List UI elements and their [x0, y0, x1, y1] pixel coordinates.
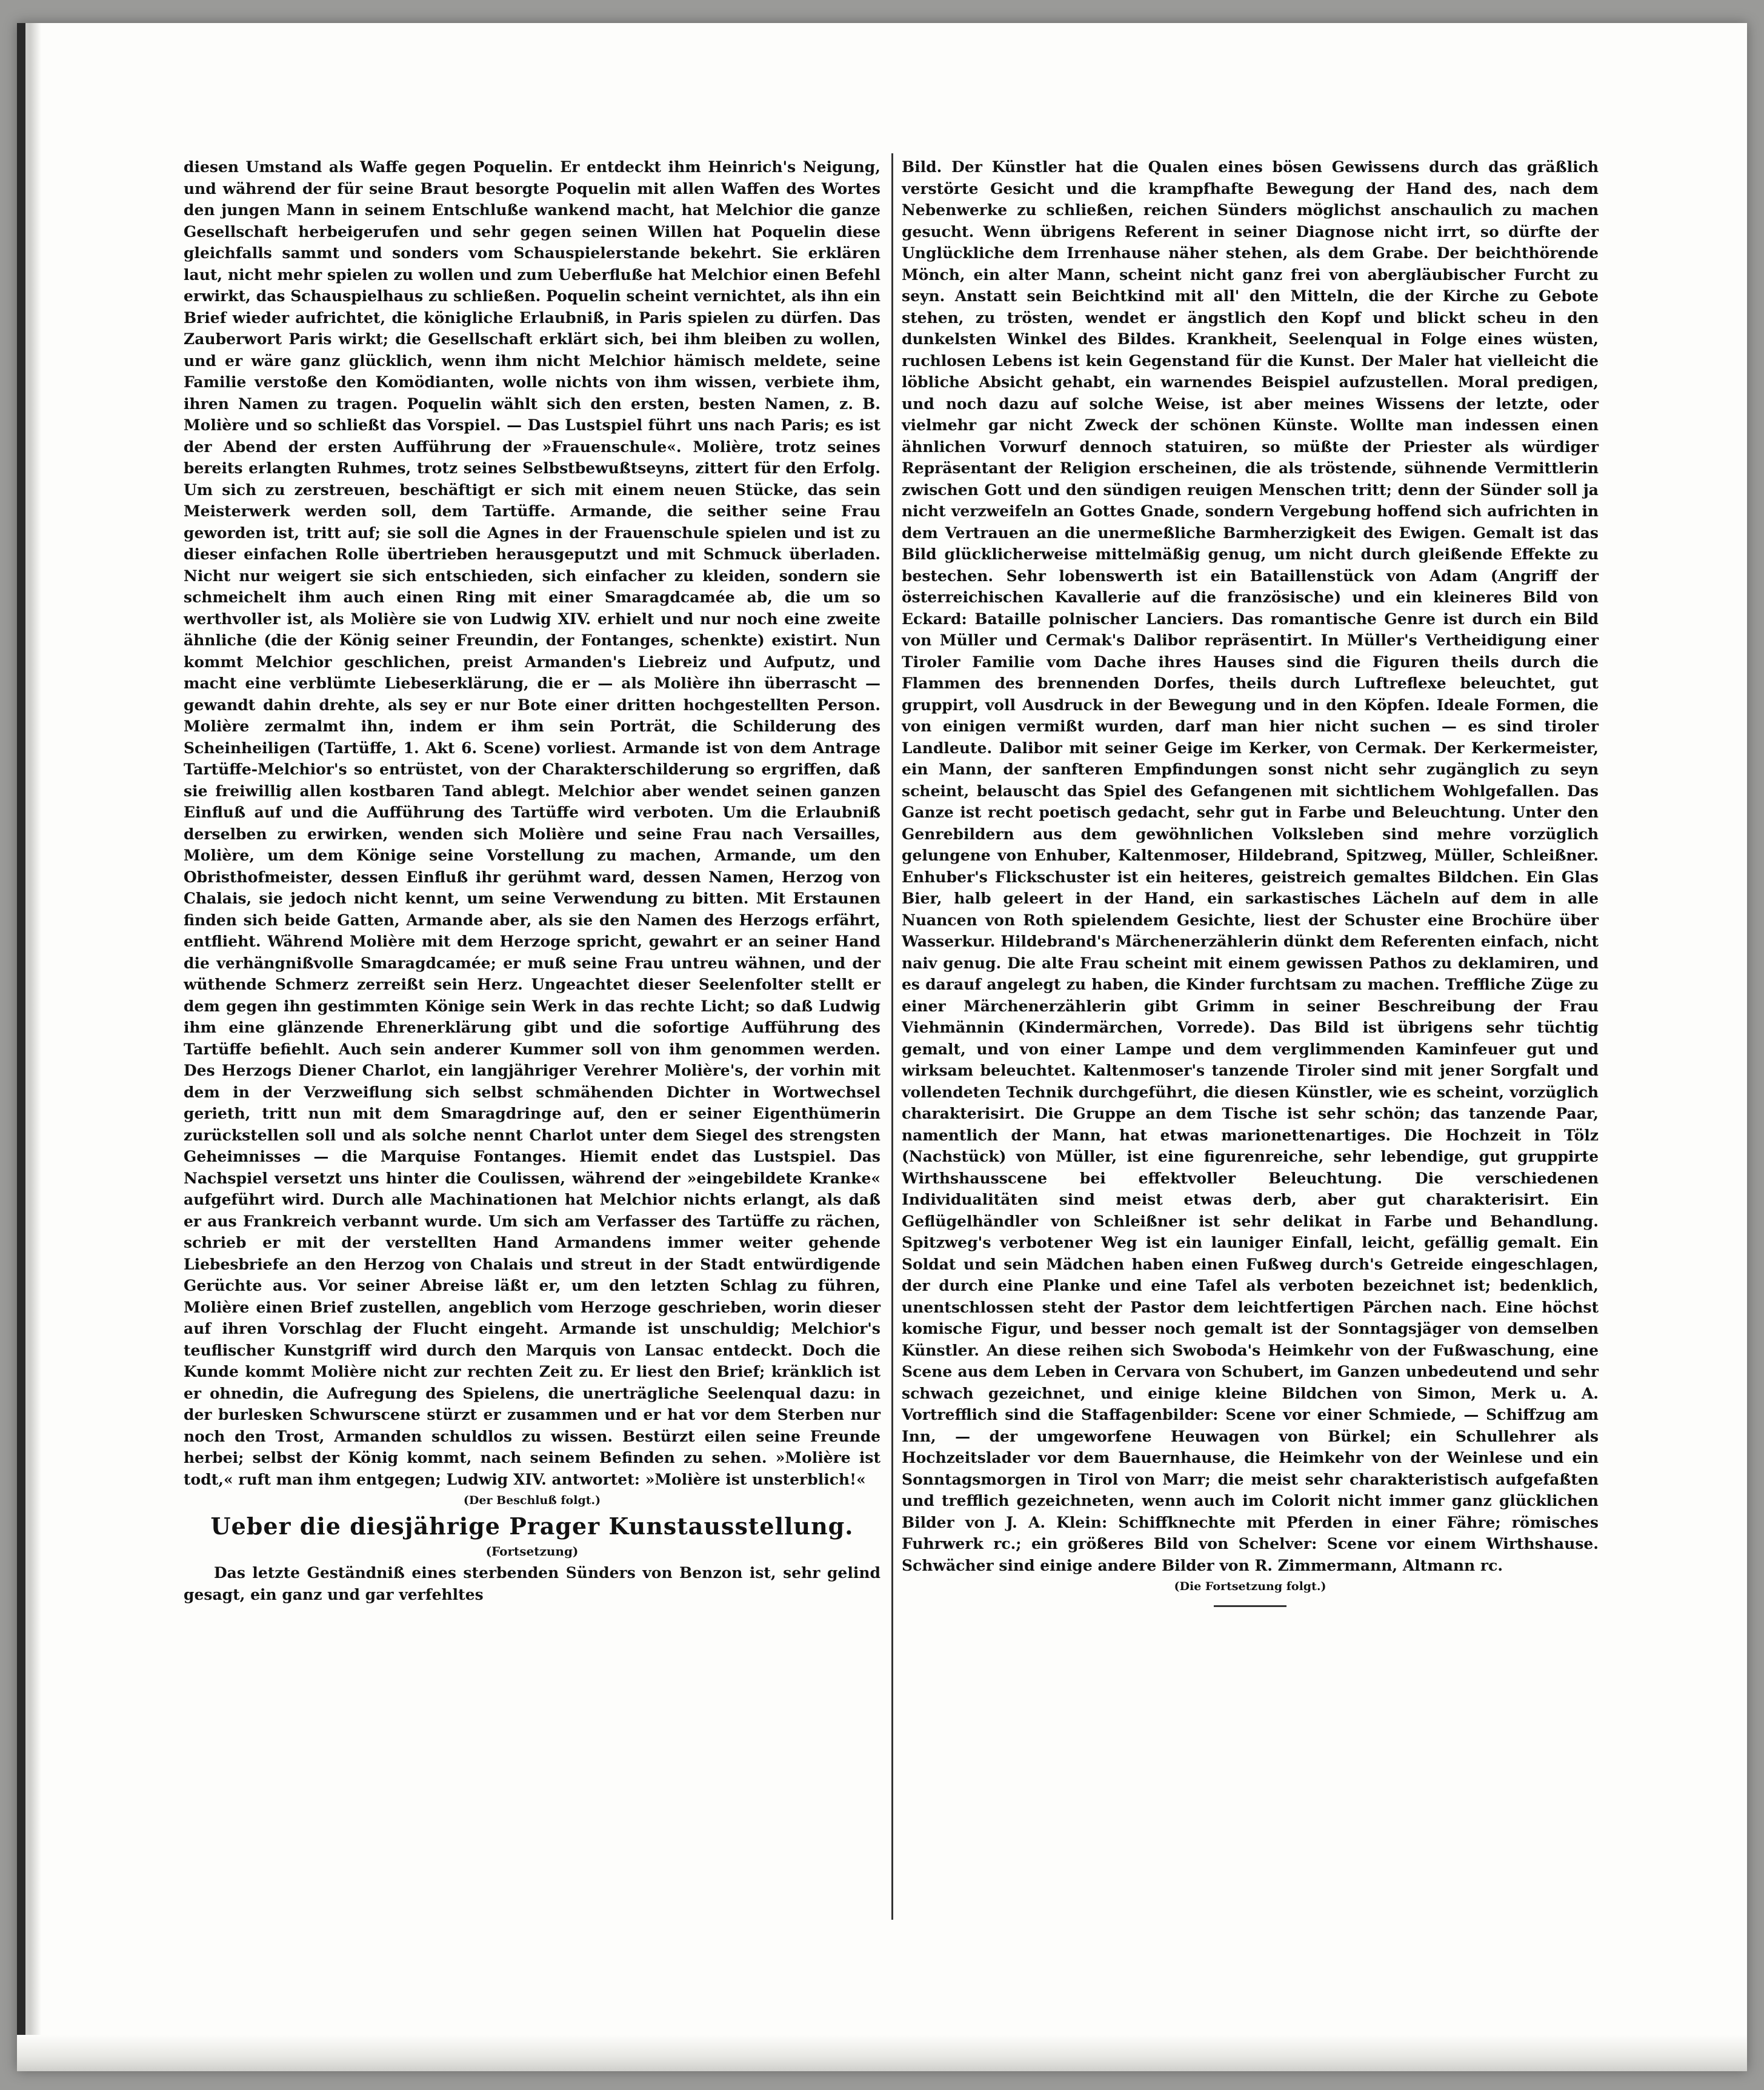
left-column-text: diesen Umstand als Waffe gegen Poquelin. Er entdeckt ihm Heinrich's Neigung, und während der für seine Braut besorgte Poquelin mit allen Waffen des Wortes den jungen Mann in seinem Entschluße wankend macht, hat Melchior die ganze Gesellschaft herbeigerufen und sehr gegen seinen Willen hat Poquelin diese gleichfalls sammt und sonders vom Schauspielerstande bekehrt. Sie erklären laut, nicht mehr spielen zu wollen und zum Ueberfluße hat Melchior einen Befehl erwirkt, das Schauspielhaus zu schließen. Poquelin scheint vernichtet, als ihn ein Brief wieder aufrichtet, die königliche Erlaubniß, in Paris spielen zu dürfen. Das Zauberwort Paris wirkt; die Gesellschaft erklärt sich, bei ihm bleiben zu wollen, und er wäre ganz glücklich, wenn ihm nicht Melchior hämisch meldete, seine Familie verstoße den Komödianten, wolle nichts von ihm wissen, verbiete ihm, ihren Namen zu tragen. Poquelin wählt sich den ersten, besten Namen, z. B. Molière und so schließt das Vorspiel. — Das Lustspiel führt uns nach Paris; es ist der Abend der ersten Aufführung der »Frauenschule«. Molière, trotz seines bereits erlangten Ruhmes, trotz seines Selbstbewußtseyns, zittert für den Erfolg. Um sich zu zerstreuen, beschäftigt er sich mit einem neuen Stücke, das sein Meisterwerk werden soll, dem Tartüffe. Armande, die seither seine Frau geworden ist, tritt auf; sie soll die Agnes in der Frauenschule spielen und ist zu dieser einfachen Rolle übertrieben herausgeputzt und mit Schmuck überladen. Nicht nur weigert sie sich entschieden, sich einfacher zu kleiden, sondern sie schmeichelt ihm auch einen Ring mit einer Smaragdcamée ab, die um so werthvoller ist, als Molière sie von Ludwig XIV. erhielt und nur noch eine zweite ähnliche (die der König seiner Freundin, der Fontanges, schenkte) existirt. Nun kommt Melchior geschlichen, preist Armanden's Liebreiz und Aufputz, und macht eine verblümte Liebeserklärung, die er — als Molière ihn überrascht — gewandt dahin drehte, als sey er nur Bote einer dritten hochgestellten Person. Molière zermalmt ihn, indem er ihm sein Porträt, die Schilderung des Scheinheiligen (Tartüffe, 1. Akt 6. Scene) vorliest. Armande ist von dem Antrage Tartüffe-Melchior's so entrüstet, von der Charakterschilderung so ergriffen, daß sie freiwillig allen kostbaren Tand ablegt. Melchior aber wendet seinen ganzen Einfluß auf und die Aufführung des Tartüffe wird verboten. Um die Erlaubniß derselben zu erwirken, wenden sich Molière und seine Frau nach Versailles, Molière, um dem Könige seine Vorstellung zu machen, Armande, um den Obristhofmeister, dessen Einfluß ihr gerühmt ward, dessen Namen, Herzog von Chalais, sie jedoch nicht kennt, um seine Verwendung zu bitten. Mit Erstaunen finden sich beide Gatten, Armande aber, als sie den Namen des Herzogs erfährt, entflieht. Während Molière mit dem Herzoge spricht, gewahrt er an seiner Hand die verhängnißvolle Smaragdcamée; er muß seine Frau untreu wähnen, und der wüthende Schmerz zerreißt sein Herz. Ungeachtet dieser Seelenfolter stellt er dem gegen ihn gestimmten Könige sein Werk in das rechte Licht; so daß Ludwig ihm eine glänzende Ehrenerklärung gibt und die sofortige Aufführung des Tartüffe befiehlt. Auch sein anderer Kummer soll von ihm genommen werden. Des Herzogs Diener Charlot, ein langjähriger Verehrer Molière's, der vorhin mit dem in der Verzweiflung sich selbst schmähenden Dichter in Wortwechsel gerieth, tritt nun mit dem Smaragdringe auf, den er seiner Eigenthümerin zurückstellen soll und als solche nennt Charlot unter dem Siegel des strengsten Geheimnisses — die Marquise Fontanges. Hiemit endet das Lustspiel. Das Nachspiel versetzt uns hinter die Coulissen, während der »eingebildete Kranke« aufgeführt wird. Durch alle Machinationen hat Melchior nichts erlangt, als daß er aus Frankreich verbannt wurde. Um sich am Verfasser des Tartüffe zu rächen, schrieb er mit der verstellten Hand Armandens immer weiter gehende Liebesbriefe an den Herzog von Chalais und streut in der Stadt entwürdigende Gerüchte aus. Vor seiner Abreise läßt er, um den letzten Schlag zu führen, Molière einen Brief zustellen, angeblich vom Herzoge geschrieben, worin dieser auf ihren Vorschlag der Flucht eingeht. Armande ist unschuldig; Melchior's teuflischer Kunstgriff wird durch den Marquis von Lansac entdeckt. Doch die Kunde kommt Molière nicht zur rechten Zeit zu. Er liest den Brief; kränklich ist er ohnedin, die Aufregung des Spielens, die unerträgliche Seelenqual dazu: in der burlesken Schwurscene stürzt er zusammen und er hat vor dem Sterben nur noch den Trost, Armanden schuldlos zu wissen. Bestürzt eilen seine Freunde herbei; selbst der König kommt, nach seinem Befinden zu sehen. »Molière ist todt,« ruft man ihm entgegen; Ludwig XIV. antwortet: »Molière ist unsterblich!«: [184, 158, 880, 1488]
left-column: [184, 156, 880, 1605]
article-subheading: (Fortsetzung): [485, 1543, 579, 1559]
article-start-text: Das letzte Geständniß eines sterbenden Sünders von Benzon ist, sehr gelind gesagt, ein ganz und gar verfehltes: [184, 1564, 880, 1603]
article-heading: Ueber die diesjährige Prager Kunstausstellung.: [210, 1512, 854, 1540]
right-column-text: Bild. Der Künstler hat die Qualen eines bösen Gewissens durch das gräßlich verstörte Gesicht und die krampfhafte Bewegung der Hand des, nach dem Nebenwerke zu schließen, reichen Sünders möglichst anschaulich zu machen gesucht. Wenn übrigens Referent in seiner Diagnose nicht irrt, so dürfte der Unglückliche dem Irrenhause näher stehen, als dem Grabe. Der beichthörende Mönch, ein alter Mann, scheint nicht ganz frei von abergläubischer Furcht zu seyn. Anstatt sein Beichtkind mit all' den Mitteln, die der Kirche zu Gebote stehen, zu trösten, wendet er ängstlich den Kopf und blickt scheu in den dunkelsten Winkel des Bildes. Krankheit, Seelenqual in Folge eines wüsten, ruchlosen Lebens ist kein Gegenstand für die Kunst. Der Maler hat vielleicht die löbliche Absicht gehabt, ein warnendes Beispiel aufzustellen. Moral predigen, und noch dazu auf solche Weise, ist aber meines Wissens der letzte, oder vielmehr gar nicht Zweck der schönen Künste. Wollte man indessen einen ähnlichen Vorwurf dennoch statuiren, so müßte der Priester als würdiger Repräsentant der Religion erscheinen, die als tröstende, sühnende Vermittlerin zwischen Gott und den sündigen reuigen Menschen tritt; denn der Sünder soll ja nicht verzweifeln an Gottes Gnade, sondern Vergebung hoffend sich aufrichten in dem Vertrauen an die unermeßliche Barmherzigkeit des Ewigen. Gemalt ist das Bild glücklicherweise mittelmäßig genug, um nicht durch gleißende Effekte zu bestechen. Sehr lobenswerth ist ein Bataillenstück von Adam (Angriff der österreichischen Kavallerie auf die französische) und ein kleineres Bild von Eckard: Bataille polnischer Lanciers. Das romantische Genre ist durch ein Bild von Müller und Cermak's Dalibor repräsentirt. In Müller's Vertheidigung einer Tiroler Familie vom Dache ihres Hauses sind die Figuren theils durch die Flammen des brennenden Dorfes, theils durch Luftreflexe beleuchtet, gut gruppirt, voll Ausdruck in der Bewegung und in den Köpfen. Ideale Formen, die von einigen vermißt wurden, darf man hier nicht suchen — es sind tiroler Landleute. Dalibor mit seiner Geige im Kerker, von Cermak. Der Kerkermeister, ein Mann, der sanfteren Empfindungen sonst nicht sehr zugänglich zu seyn scheint, belauscht das Spiel des Gefangenen mit sichtlichem Wohlgefallen. Das Ganze ist recht poetisch gedacht, sehr gut in Farbe und Beleuchtung. Unter den Genrebildern aus dem gewöhnlichen Volksleben sind mehre vorzüglich gelungene von Enhuber, Kaltenmoser, Hildebrand, Spitzweg, Müller, Schleißner. Enhuber's Flickschuster ist ein heiteres, geistreich gemaltes Bildchen. Ein Glas Bier, halb geleert in der Hand, ein sarkastisches Lächeln auf dem in alle Nuancen von Roth spielendem Gesichte, liest der Schuster eine Brochüre über Wasserkur. Hildebrand's Märchenerzählerin dünkt dem Referenten einfach, nicht naiv genug. Die alte Frau scheint mit einem gewissen Pathos zu deklamiren, und es darauf angelegt zu haben, die Kinder furchtsam zu machen. Treffliche Züge zu einer Märchenerzählerin gibt Grimm in seiner Beschreibung der Frau Viehmännin (Kindermärchen, Vorrede). Das Bild ist übrigens sehr tüchtig gemalt, und von einer Lampe und dem verglimmenden Kaminfeuer gut und wirksam beleuchtet. Kaltenmoser's tanzende Tiroler sind mit jener Sorgfalt und vollendeten Technik durchgeführt, die diesen Künstler, wie es scheint, vorzüglich charakterisirt. Die Gruppe an dem Tische ist sehr schön; das tanzende Paar, namentlich der Mann, hat etwas marionettenartiges. Die Hochzeit in Tölz (Nachstück) von Müller, ist eine figurenreiche, sehr lebendige, gut gruppirte Wirthshausscene bei effektvoller Beleuchtung. Die verschiedenen Individualitäten sind meist etwas derb, aber gut charakterisirt. Ein Geflügelhändler von Schleißner ist sehr delikat in Farbe und Behandlung. Spitzweg's verbotener Weg ist ein launiger Einfall, leicht, gefällig gemalt. Ein Soldat und sein Mädchen haben einen Fußweg durch's Getreide eingeschlagen, der durch eine Planke und eine Tafel als verboten bezeichnet ist; bedenklich, unentschlossen steht der Pastor dem leichtfertigen Pärchen nach. Eine höchst komische Figur, und besser noch gemalt ist der Sonntagsjäger von demselben Künstler. An diese reihen sich Swoboda's Heimkehr von der Fußwaschung, eine Scene aus dem Leben in Cervara von Schubert, im Ganzen unbedeutend und sehr schwach gezeichnet, und einige kleine Bildchen von Simon, Merk u. A. Vortrefflich sind die Staffagenbilder: Scene vor einer Schmiede, — Schiffzug am Inn, — der umgeworfene Heuwagen von Bürkel; ein Schullehrer als Hochzeitslader vor dem Bauernhause, die Heimkehr von der Weinlese und ein Sonntagsmorgen in Tirol von Marr; die meist sehr charakteristisch aufgefaßten und trefflich gezeichneten, wenn auch im Colorit nicht immer ganz glücklichen Bilder von J. A. Klein: Schiffknechte mit Pferden in einer Fähre; römisches Fuhrwerk rc.; ein größeres Bild von Schelver: Scene vor einem Wirthshause. Schwächer sind einige andere Bilder von R. Zimmermann, Altmann rc.: [902, 158, 1599, 1574]
continuation-note-right: (Die Fortsetzung folgt.): [1174, 1580, 1326, 1593]
page-bottom-edge: [17, 2035, 1747, 2071]
continuation-note-left: (Der Beschluß folgt.): [463, 1494, 601, 1507]
end-rule: [1214, 1605, 1286, 1607]
newspaper-page: [17, 23, 1747, 2071]
page-binding-edge: [17, 23, 41, 2071]
column-divider: [891, 153, 893, 1920]
right-column: [902, 156, 1599, 1607]
